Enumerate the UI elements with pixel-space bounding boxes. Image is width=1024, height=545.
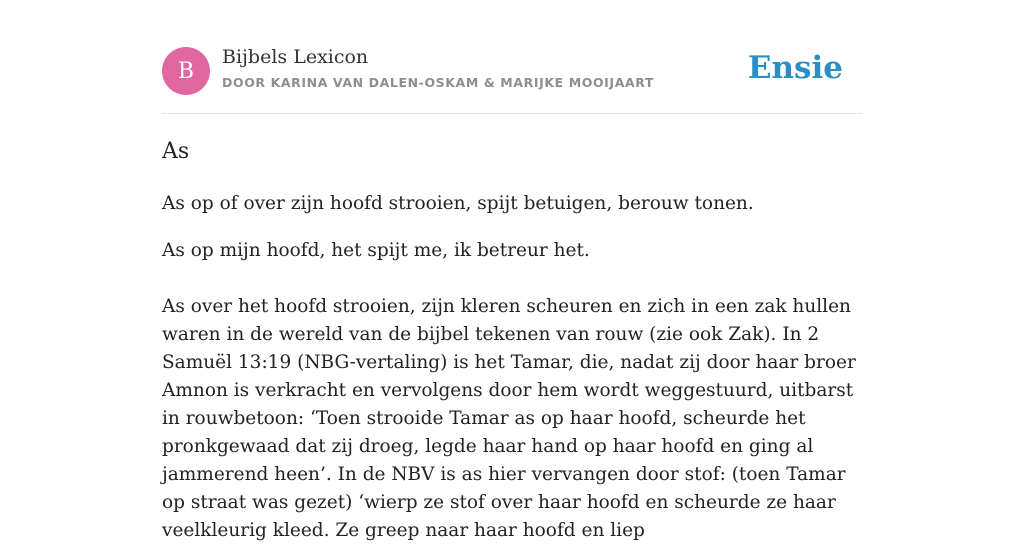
definition-2: As op mijn hoofd, het spijt me, ik betreur het. <box>162 240 590 261</box>
page-container <box>162 0 862 541</box>
book-title[interactable]: Bijbels Lexicon <box>222 46 369 68</box>
book-avatar[interactable]: B <box>162 47 210 95</box>
entry-body: As over het hoofd strooien, zijn kleren scheuren en zich in een zak hullen waren in de wereld van de bijbel tekenen van rouw (zie ook Zak). In 2 Samuël 13:19 (NBG-vertaling) is het Tamar, die, nadat zij door haar broer Amnon is verkracht en vervolgens door hem wordt weggestuurd, uitbarst in rouwbetoon: ‘Toen strooide Tamar as op haar hoofd, scheurde het pronkgewaad dat zij droeg, legde haar hand op haar hoofd en ging al jammerend heen’. In de NBV is as hier vervangen door stof: (toen Tamar op straat was gezet) ‘wierp ze stof over haar hoofd en scheurde ze haar veelkleurig kleed. Ze greep naar haar hoofd en liep <box>162 296 856 541</box>
entry-lemma: As <box>162 139 190 164</box>
book-authors: DOOR KARINA VAN DALEN-OSKAM & MARIJKE MOOIJAART <box>222 75 655 90</box>
header <box>162 0 862 114</box>
definition-1: As op of over zijn hoofd strooien, spijt betuigen, berouw tonen. <box>162 193 754 214</box>
ensie-logo[interactable]: Ensie <box>747 50 843 86</box>
